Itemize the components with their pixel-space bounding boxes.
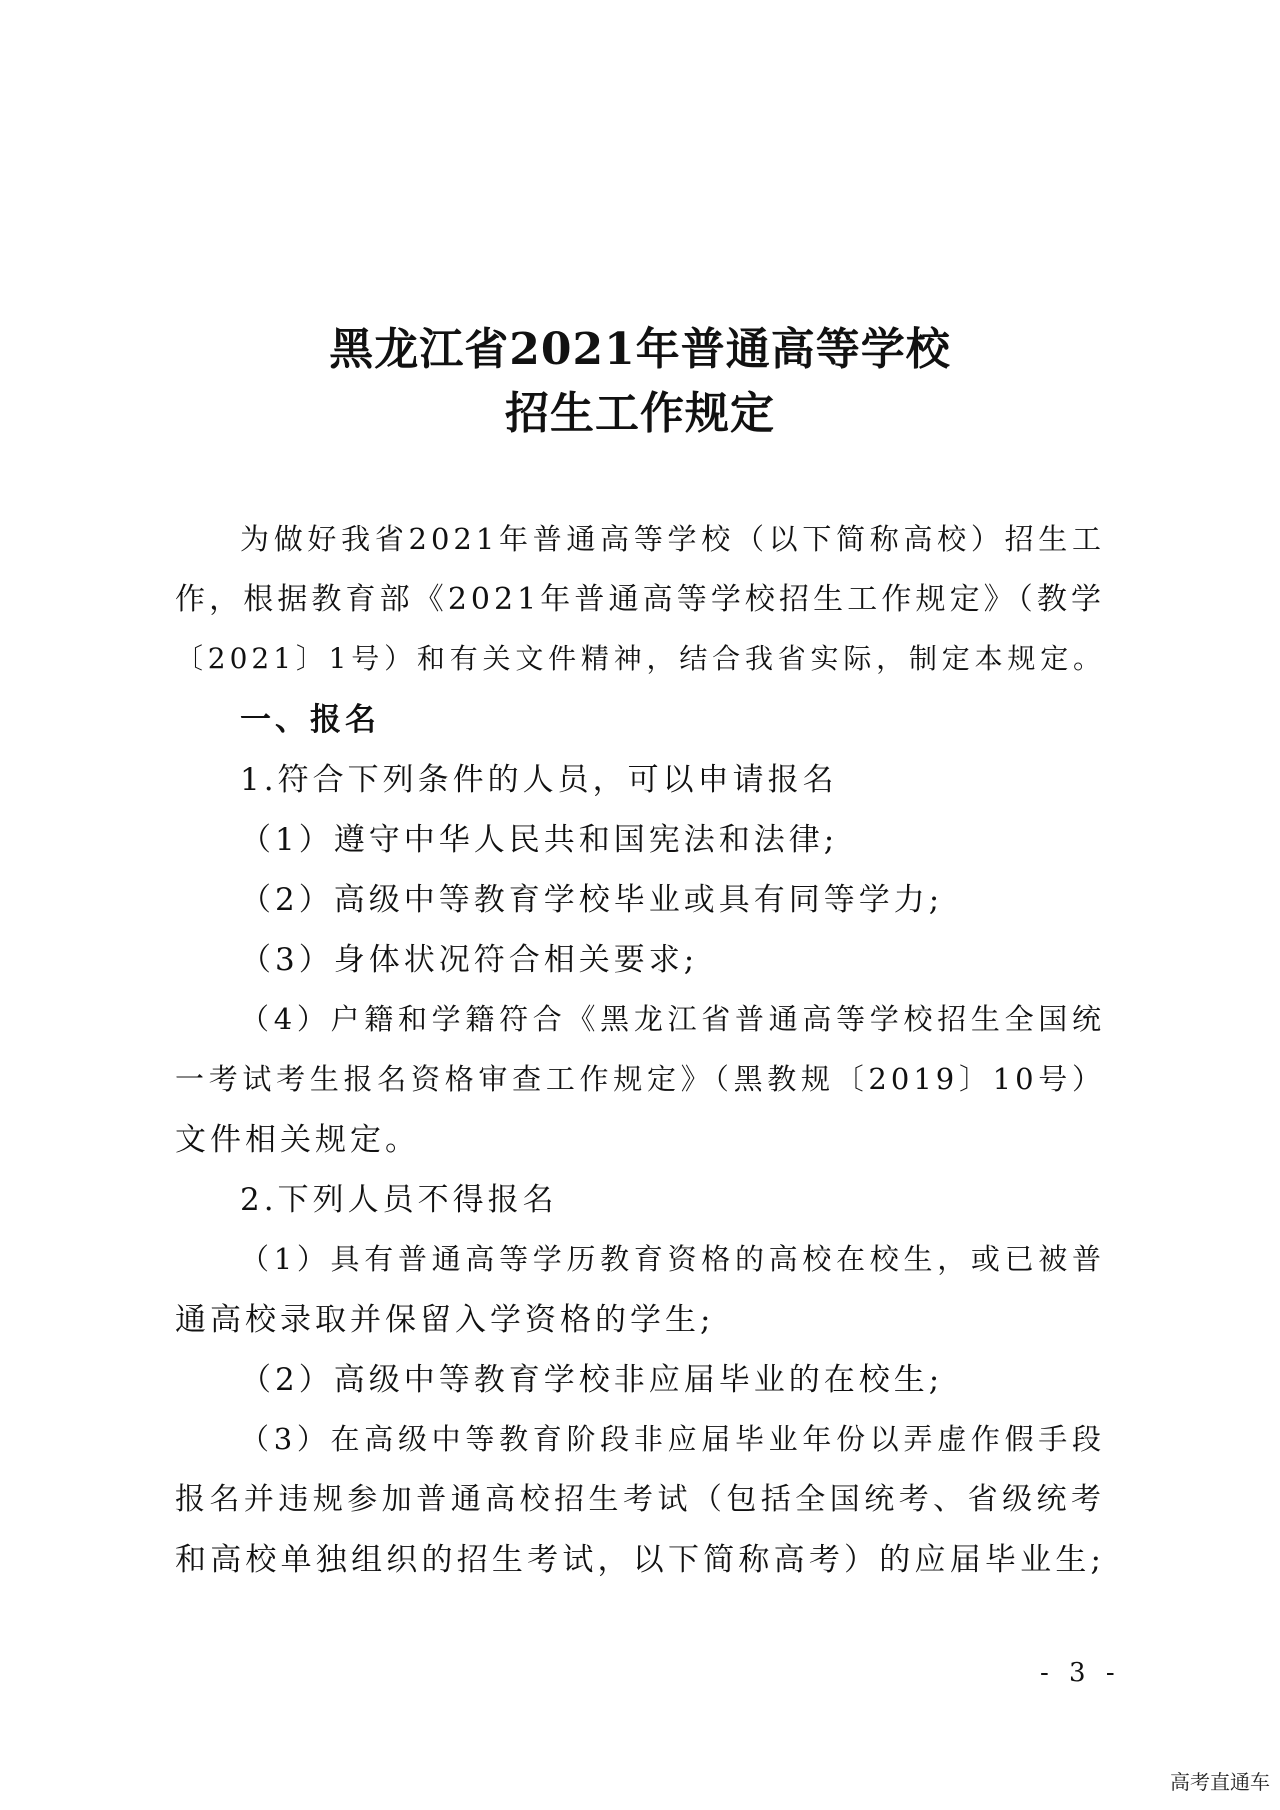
list-item: （3）身体状况符合相关要求; xyxy=(240,942,699,978)
page-number: - 3 - xyxy=(1040,1658,1121,1688)
paragraph-line: 报名并违规参加普通高校招生考试（包括全国统考、省级统考 xyxy=(175,1482,1105,1517)
paragraph-line: 〔2021〕1号）和有关文件精神，结合我省实际，制定本规定。 xyxy=(175,642,1105,675)
paragraph-line: 2.下列人员不得报名 xyxy=(240,1182,558,1218)
list-item: （1）遵守中华人民共和国宪法和法律; xyxy=(240,822,839,858)
paragraph-line: 一考试考生报名资格审查工作规定》（黑教规〔2019〕10号） xyxy=(175,1062,1105,1096)
section-heading: 一、报名 xyxy=(240,702,380,738)
paragraph-line: 作，根据教育部《2021年普通高等学校招生工作规定》（教学 xyxy=(175,582,1105,617)
list-item: （3）在高级中等教育阶段非应届毕业年份以弄虚作假手段 xyxy=(240,1422,1105,1456)
list-item: （4）户籍和学籍符合《黑龙江省普通高等学校招生全国统 xyxy=(240,1002,1105,1036)
paragraph-line: 文件相关规定。 xyxy=(175,1122,420,1158)
document-title-line-2: 招生工作规定 xyxy=(505,388,775,439)
list-item: （1）具有普通高等学历教育资格的高校在校生，或已被普 xyxy=(240,1242,1105,1276)
watermark: 高考直通车 xyxy=(1170,1770,1270,1794)
list-item: （2）高级中等教育学校非应届毕业的在校生; xyxy=(240,1362,944,1398)
paragraph-line: 1.符合下列条件的人员，可以申请报名 xyxy=(240,762,838,798)
document-title-line-1: 黑龙江省2021年普通高等学校 xyxy=(329,324,951,375)
paragraph-line: 为做好我省2021年普通高等学校（以下简称高校）招生工 xyxy=(240,522,1105,556)
paragraph-line: 通高校录取并保留入学资格的学生; xyxy=(175,1302,715,1338)
list-item: （2）高级中等教育学校毕业或具有同等学力; xyxy=(240,882,944,918)
paragraph-line: 和高校单独组织的招生考试，以下简称高考）的应届毕业生; xyxy=(175,1542,1105,1578)
